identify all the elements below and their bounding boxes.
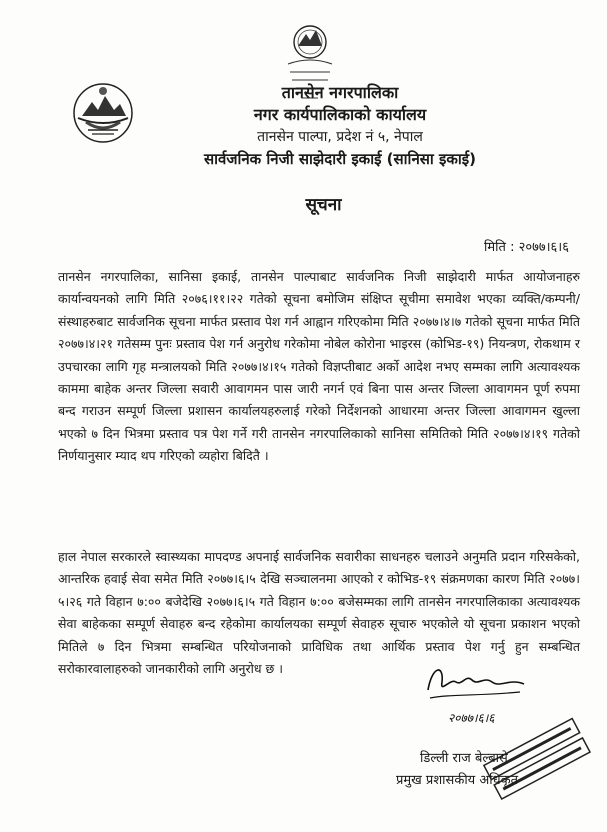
signature-date: २०७७।६।६: [448, 711, 495, 725]
office-name: तानसेन नगरपालिका: [281, 83, 399, 102]
letterhead: [120, 82, 560, 170]
notice-title: सूचना: [305, 195, 342, 215]
unit-name: सार्वजनिक निजी साझेदारी इकाई (सानिसा इकाई): [203, 150, 477, 168]
notice-date: मिति : २०७७।६।६: [484, 240, 569, 255]
signatory-name: डिल्ली राज बेल्बासे: [420, 751, 508, 766]
notice-paragraph-2: हाल नेपाल सरकारले स्वास्थ्यका मापदण्ड अपनाई सार्वजनिक सवारीका साधनहरु चलाउने अनुमति प्रदान गरिसकेको, आन्तरिक हवाई सेवा समेत मिति २०७७।६।५ देखि सञ्चालनमा आएको र कोभिड-१९ संक्रमणका कारण मिति २०७७।५।२६ गते विहान ७:०० बजेदेखि २०७७।६।५ गते विहान ७:०० बजेसम्मका लागि तानसेन नगरपालिकाका अत्यावश्यक सेवा बाहेकका सम्पूर्ण सेवाहरु बन्द रहेकोमा कार्यालयका सम्पूर्ण सेवाहरु सूचारु भएकोले यो सूचना प्रकाशन भएको मितिले ७ दिन भित्रमा सम्बन्धित परियोजनाको प्राविधिक तथा आर्थिक प्रस्ताव पेश गर्नु हुन सम्बन्धित सरोकारवालाहरुको जानकारीको लागि अनुरोध छ ।: [58, 549, 580, 677]
office-address: तानसेन पाल्पा, प्रदेश नं ५, नेपाल: [257, 129, 423, 145]
signatory-title: प्रमुख प्रशासकीय अधिकृत: [396, 773, 519, 788]
municipal-office-name: नगर कार्यपालिकाको कार्यालय: [253, 105, 427, 124]
notice-paragraph-1: तानसेन नगरपालिका, सानिसा इकाई, तानसेन पाल्पाबाट सार्वजनिक निजी साझेदारी मार्फत आयोजनाहरु कार्यान्वयनको लागि मिति २०७६।११।२२ गतेको सूचना बमोजिम संक्षिप्त सूचीमा समावेश भएका व्यक्ति/कम्पनी/संस्थाहरुबाट सार्वजनिक सूचना मार्फत प्रस्ताव पेश गर्न आह्वान गरिएकोमा मिति २०७७।४।७ गतेको सूचना मार्फत मिति २०७७।४।२१ गतेसम्म पुनः प्रस्ताव पेश गर्न अनुरोध गरेकोमा नोबेल कोरोना भाइरस (कोभिड-१९) नियन्त्रण, रोकथाम र उपचारका लागि गृह मन्त्रालयको मिति २०७७।४।१५ गतेको विज्ञप्तीबाट अर्को आदेश नभए सम्मका लागि अत्यावश्यक काममा बाहेक अन्तर जिल्ला सवारी आवागमन पास जारी नगर्न एवं बिना पास अन्तर जिल्ला आवागमन पूर्ण रुपमा बन्द गराउन सम्पूर्ण जिल्ला प्रशासन कार्यालयहरुलाई गरेको निर्देशनको आधारमा अन्तर जिल्ला आवागमन खुल्ला भएको ७ दिन भित्रमा प्रस्ताव पत्र पेश गर्ने गरी तानसेन नगरपालिकाको सानिसा समितिको मिति २०७७।४।१९ गतेको निर्णयानुसार म्याद थप गरिएको व्यहोरा बिदितै ।: [58, 269, 580, 464]
